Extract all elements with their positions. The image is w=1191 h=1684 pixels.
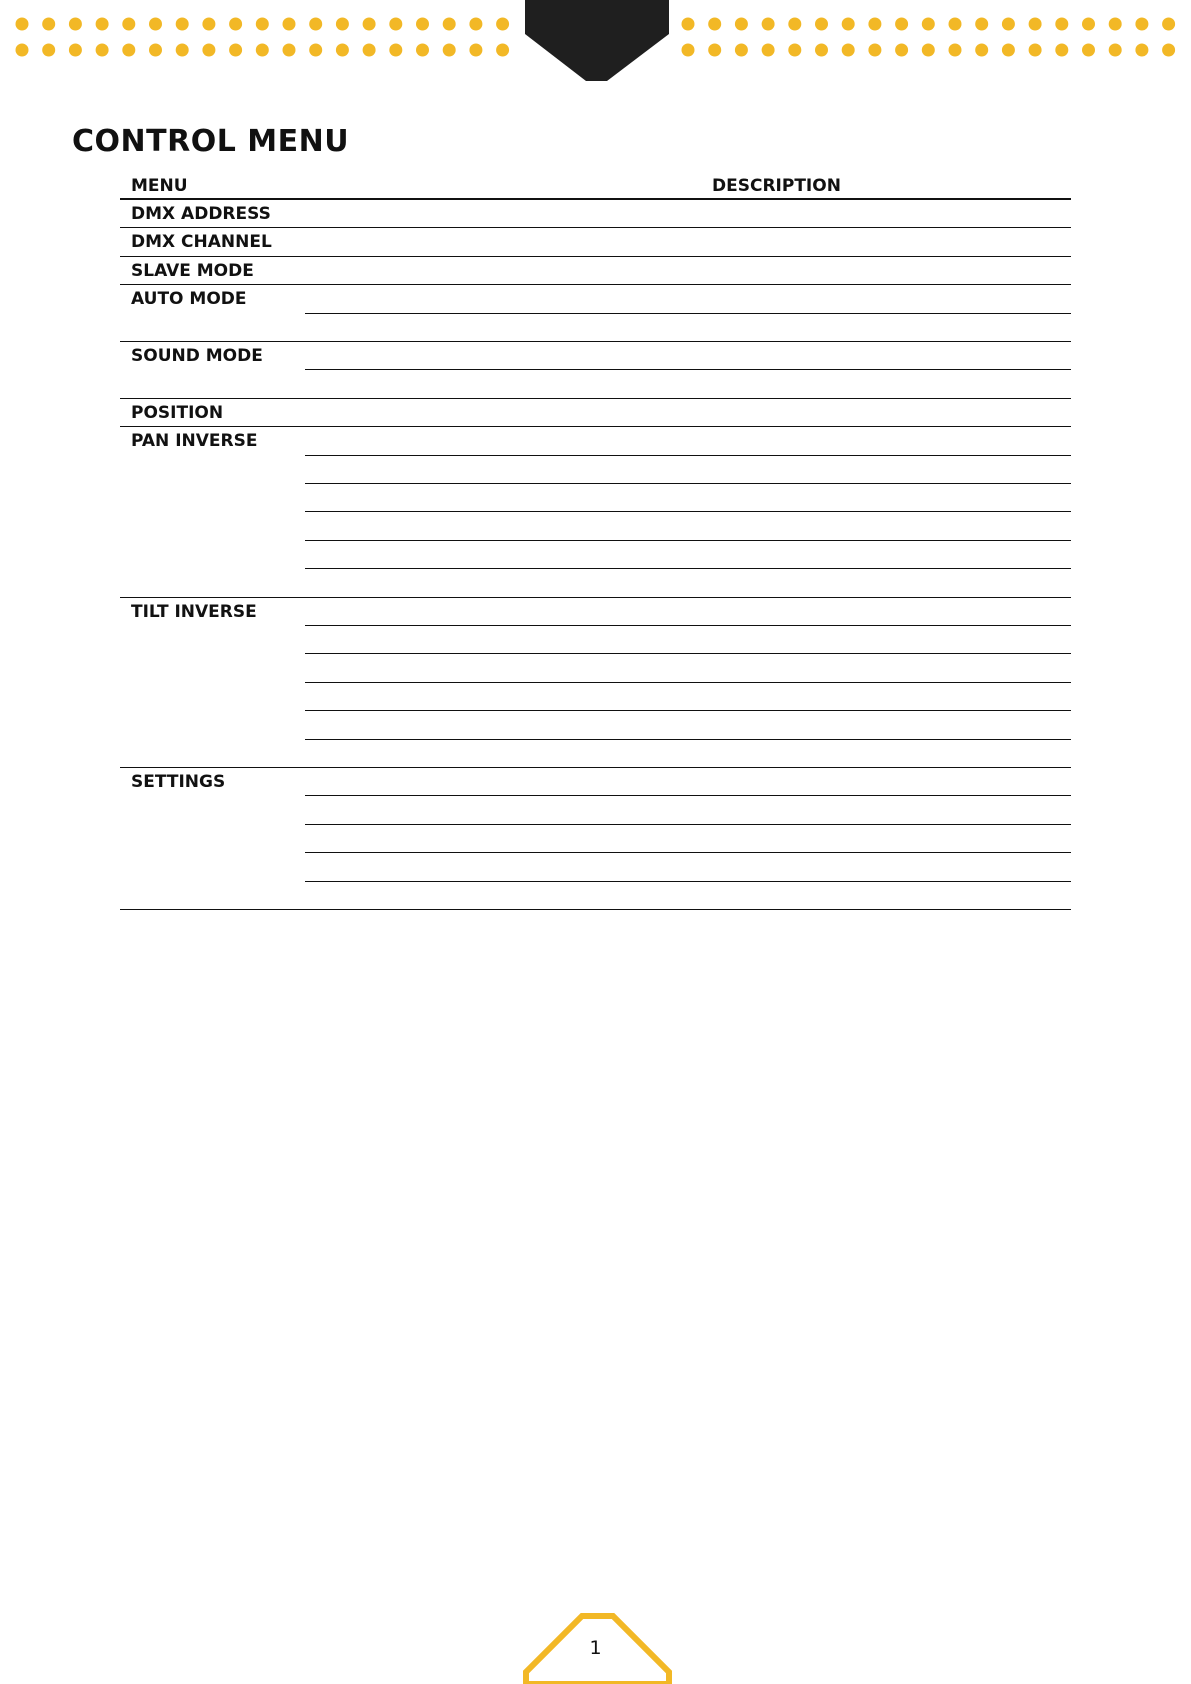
header-dot: [1109, 18, 1122, 31]
header-dot: [122, 18, 135, 31]
description-rule: [305, 852, 1071, 853]
menu-row: [120, 285, 1071, 342]
header-dot: [682, 18, 695, 31]
description-rule: [305, 483, 1071, 484]
header-dot: [336, 44, 349, 57]
menu-row: [120, 768, 1071, 910]
description-rule: [305, 824, 1071, 825]
header-dot: [922, 18, 935, 31]
menu-row: [120, 427, 1071, 597]
header-dot: [363, 44, 376, 57]
header-dot: [202, 18, 215, 31]
header-dot: [256, 44, 269, 57]
description-rule: [305, 710, 1071, 711]
header-dot: [708, 44, 721, 57]
header-dot: [975, 44, 988, 57]
header-dot: [1162, 44, 1175, 57]
header-dot: [1002, 44, 1015, 57]
menu-row-label: SLAVE MODE: [131, 260, 254, 281]
header-dot: [389, 18, 402, 31]
description-rule: [305, 313, 1071, 314]
header-dot: [922, 44, 935, 57]
header-dot: [16, 44, 29, 57]
header-dot: [762, 18, 775, 31]
header-dot: [336, 18, 349, 31]
header-dot: [1055, 18, 1068, 31]
menu-row: [120, 228, 1071, 256]
description-column-header: DESCRIPTION: [712, 176, 841, 196]
header-dot: [443, 44, 456, 57]
header-dot: [176, 44, 189, 57]
menu-row: [120, 598, 1071, 768]
header-tab-shape: [525, 0, 669, 81]
header-dot: [229, 44, 242, 57]
header-dot: [496, 44, 509, 57]
header-dot: [895, 44, 908, 57]
header-dot: [309, 44, 322, 57]
header-dot: [735, 18, 748, 31]
menu-row-label: TILT INVERSE: [131, 601, 257, 622]
header-dot: [202, 44, 215, 57]
header-dot: [96, 44, 109, 57]
page-title: CONTROL MENU: [72, 124, 350, 159]
header-dot: [149, 18, 162, 31]
header-dot: [42, 44, 55, 57]
header-dot: [496, 18, 509, 31]
menu-row-label: POSITION: [131, 402, 224, 423]
header-dot: [229, 18, 242, 31]
menu-row-label: PAN INVERSE: [131, 431, 258, 452]
header-dot: [363, 18, 376, 31]
header-dot: [868, 44, 881, 57]
header-dot: [69, 44, 82, 57]
control-menu-table: [120, 174, 1071, 910]
menu-row-label: AUTO MODE: [131, 289, 247, 310]
header-dot: [815, 18, 828, 31]
menu-row: [120, 257, 1071, 285]
header-dot: [416, 18, 429, 31]
header-dot: [309, 18, 322, 31]
table-header-row: [120, 174, 1071, 200]
menu-row-label: SETTINGS: [131, 771, 226, 792]
menu-column-header: MENU: [131, 176, 188, 196]
header-dot: [389, 44, 402, 57]
header-dot: [469, 44, 482, 57]
description-rule: [305, 653, 1071, 654]
menu-row: [120, 342, 1071, 399]
header-dot: [868, 18, 881, 31]
menu-row-label: SOUND MODE: [131, 345, 263, 366]
header-dot: [788, 44, 801, 57]
header-dot: [1082, 18, 1095, 31]
page-number: 1: [589, 1637, 602, 1659]
header-dot: [895, 18, 908, 31]
description-rule: [305, 682, 1071, 683]
header-dot: [949, 44, 962, 57]
header-dot: [842, 44, 855, 57]
header-decoration: [0, 0, 1191, 90]
description-rule: [305, 455, 1071, 456]
header-dot: [469, 18, 482, 31]
header-dot: [1135, 18, 1148, 31]
menu-row-label: DMX ADDRESS: [131, 204, 271, 224]
header-dot: [122, 44, 135, 57]
header-dot: [1135, 44, 1148, 57]
description-rule: [305, 511, 1071, 512]
header-dot: [842, 18, 855, 31]
header-dot: [283, 18, 296, 31]
header-dot: [949, 18, 962, 31]
menu-row: [120, 200, 1071, 228]
header-dot: [1029, 18, 1042, 31]
description-rule: [305, 625, 1071, 626]
header-dot: [975, 18, 988, 31]
header-dot: [96, 18, 109, 31]
header-dot: [42, 18, 55, 31]
header-dot: [176, 18, 189, 31]
header-dot: [1055, 44, 1068, 57]
description-rule: [305, 568, 1071, 569]
menu-row: [120, 399, 1071, 427]
header-dot: [256, 18, 269, 31]
menu-row-label: DMX CHANNEL: [131, 232, 272, 253]
header-dot: [1162, 18, 1175, 31]
header-dot: [443, 18, 456, 31]
header-dot: [416, 44, 429, 57]
header-dot: [149, 44, 162, 57]
header-dot: [1002, 18, 1015, 31]
description-rule: [305, 540, 1071, 541]
header-dot: [1029, 44, 1042, 57]
header-dot: [283, 44, 296, 57]
header-dot: [1082, 44, 1095, 57]
header-dot: [815, 44, 828, 57]
header-dot: [735, 44, 748, 57]
header-dot: [788, 18, 801, 31]
description-rule: [305, 739, 1071, 740]
header-dot: [708, 18, 721, 31]
header-dot: [69, 18, 82, 31]
header-dot: [762, 44, 775, 57]
description-rule: [305, 795, 1071, 796]
table-body: [120, 200, 1071, 910]
header-dot: [1109, 44, 1122, 57]
header-dot: [16, 18, 29, 31]
header-dot: [682, 44, 695, 57]
description-rule: [305, 881, 1071, 882]
description-rule: [305, 369, 1071, 370]
